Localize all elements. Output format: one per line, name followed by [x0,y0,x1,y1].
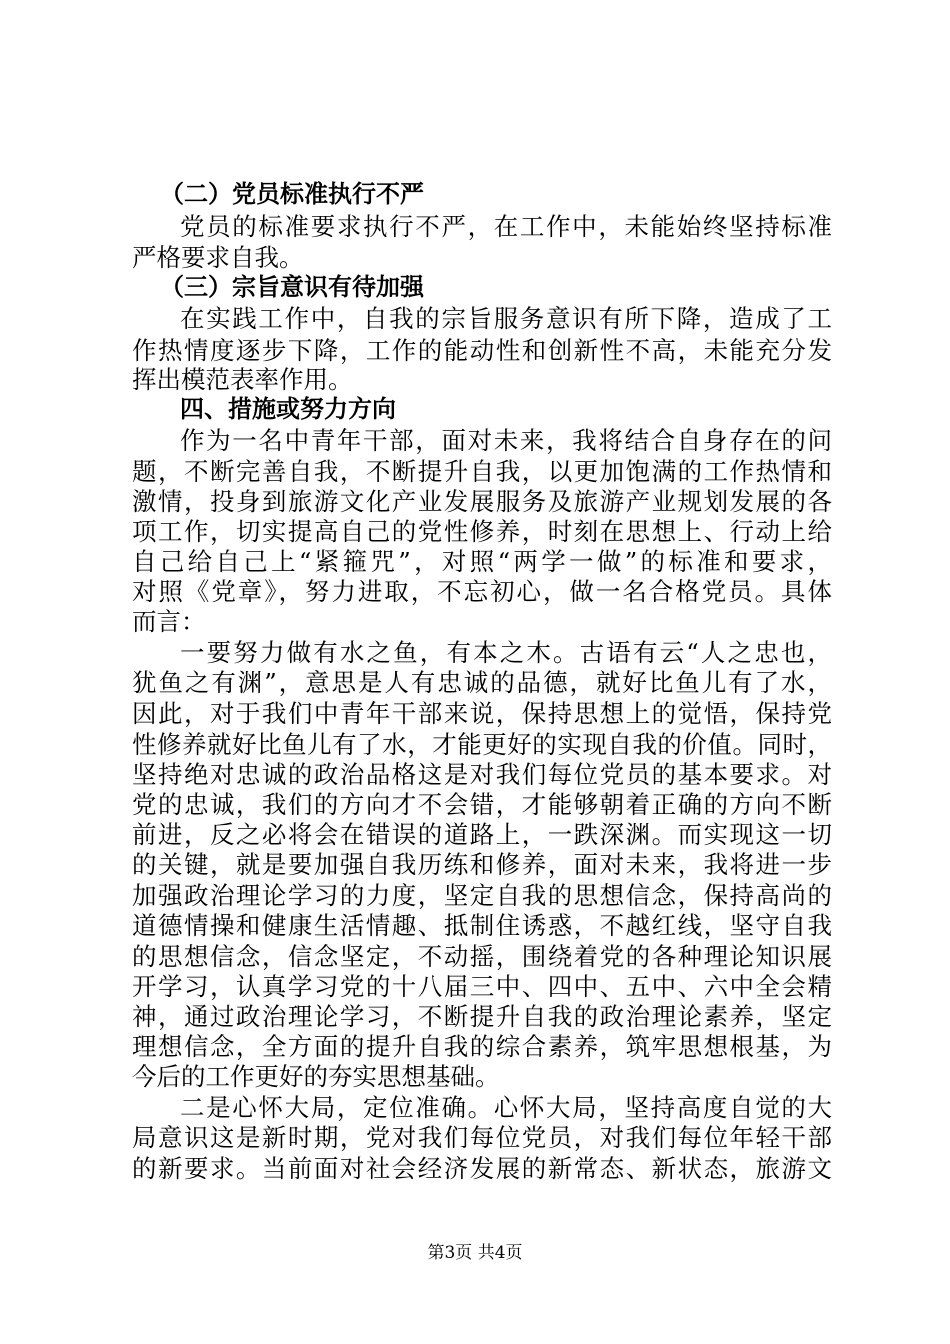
body-line: 因此，对于我们中青年干部来说，保持思想上的觉悟，保持党 [132,699,832,728]
body-line: 开学习，认真学习党的十八届三中、四中、五中、六中全会精 [132,972,832,1001]
body-line: 而言： [132,607,206,636]
body-line: 理想信念，全方面的提升自我的综合素养，筑牢思想根基，为 [132,1032,832,1061]
section-4-heading: 四、措施或努力方向 [180,395,396,423]
body-line: 党的忠诚，我们的方向才不会错，才能够朝着正确的方向不断 [132,790,832,819]
body-line: 自己给自己上“紧箍咒”，对照“两学一做”的标准和要求， [132,547,832,576]
body-line: 的思想信念，信念坚定，不动摇，围绕着党的各种理论知识展 [132,942,832,971]
body-line: 今后的工作更好的夯实思想基础。 [132,1062,500,1091]
body-line: 前进，反之必将会在错误的道路上，一跌深渊。而实现这一切 [132,820,832,849]
body-line: 坚持绝对忠诚的政治品格这是对我们每位党员的基本要求。对 [132,760,832,789]
body-line: 项工作，切实提高自己的党性修养，时刻在思想上、行动上给 [132,517,832,546]
section-3-heading: （三）宗旨意识有待加强 [160,273,424,301]
body-line: 加强政治理论学习的力度，坚定自我的思想信念，保持高尚的 [132,881,832,910]
body-line: 的关键，就是要加强自我历练和修养，面对未来，我将进一步 [132,850,832,879]
body-line: 一要努力做有水之鱼，有本之木。古语有云“人之忠也， [180,638,832,667]
body-line: 的新要求。当前面对社会经济发展的新常态、新状态，旅游文 [132,1154,832,1183]
section-2-heading: （二）党员标准执行不严 [160,180,424,208]
body-line: 性修养就好比鱼儿有了水，才能更好的实现自我的价值。同时， [132,730,832,759]
body-line: 题，不断完善自我，不断提升自我，以更加饱满的工作热情和 [132,457,832,486]
body-line: 对照《党章》，努力进取，不忘初心，做一名合格党员。具体 [132,577,832,606]
body-line: 局意识这是新时期，党对我们每位党员，对我们每位年轻干部 [132,1123,832,1152]
body-line: 作为一名中青年干部，面对未来，我将结合自身存在的问 [180,426,832,455]
body-line: 二是心怀大局，定位准确。心怀大局，坚持高度自觉的大 [180,1093,832,1122]
body-line: 激情，投身到旅游文化产业发展服务及旅游产业规划发展的各 [132,487,832,516]
body-line: 神，通过政治理论学习，不断提升自我的政治理论素养，坚定 [132,1002,832,1031]
body-line: 道德情操和健康生活情趣、抵制住诱惑，不越红线，坚守自我 [132,911,832,940]
body-line: 在实践工作中，自我的宗旨服务意识有所下降，造成了工 [180,304,832,333]
page-footer: 第3页 共4页 [427,1243,523,1263]
body-line: 犹鱼之有渊”，意思是人有忠诚的品德，就好比鱼儿有了水， [132,668,832,697]
body-line: 严格要求自我。 [132,243,304,272]
body-line: 挥出模范表率作用。 [132,365,353,394]
body-line: 党员的标准要求执行不严，在工作中，未能始终坚持标准 [180,212,832,241]
body-line: 作热情度逐步下降，工作的能动性和创新性不高，未能充分发 [132,336,832,365]
